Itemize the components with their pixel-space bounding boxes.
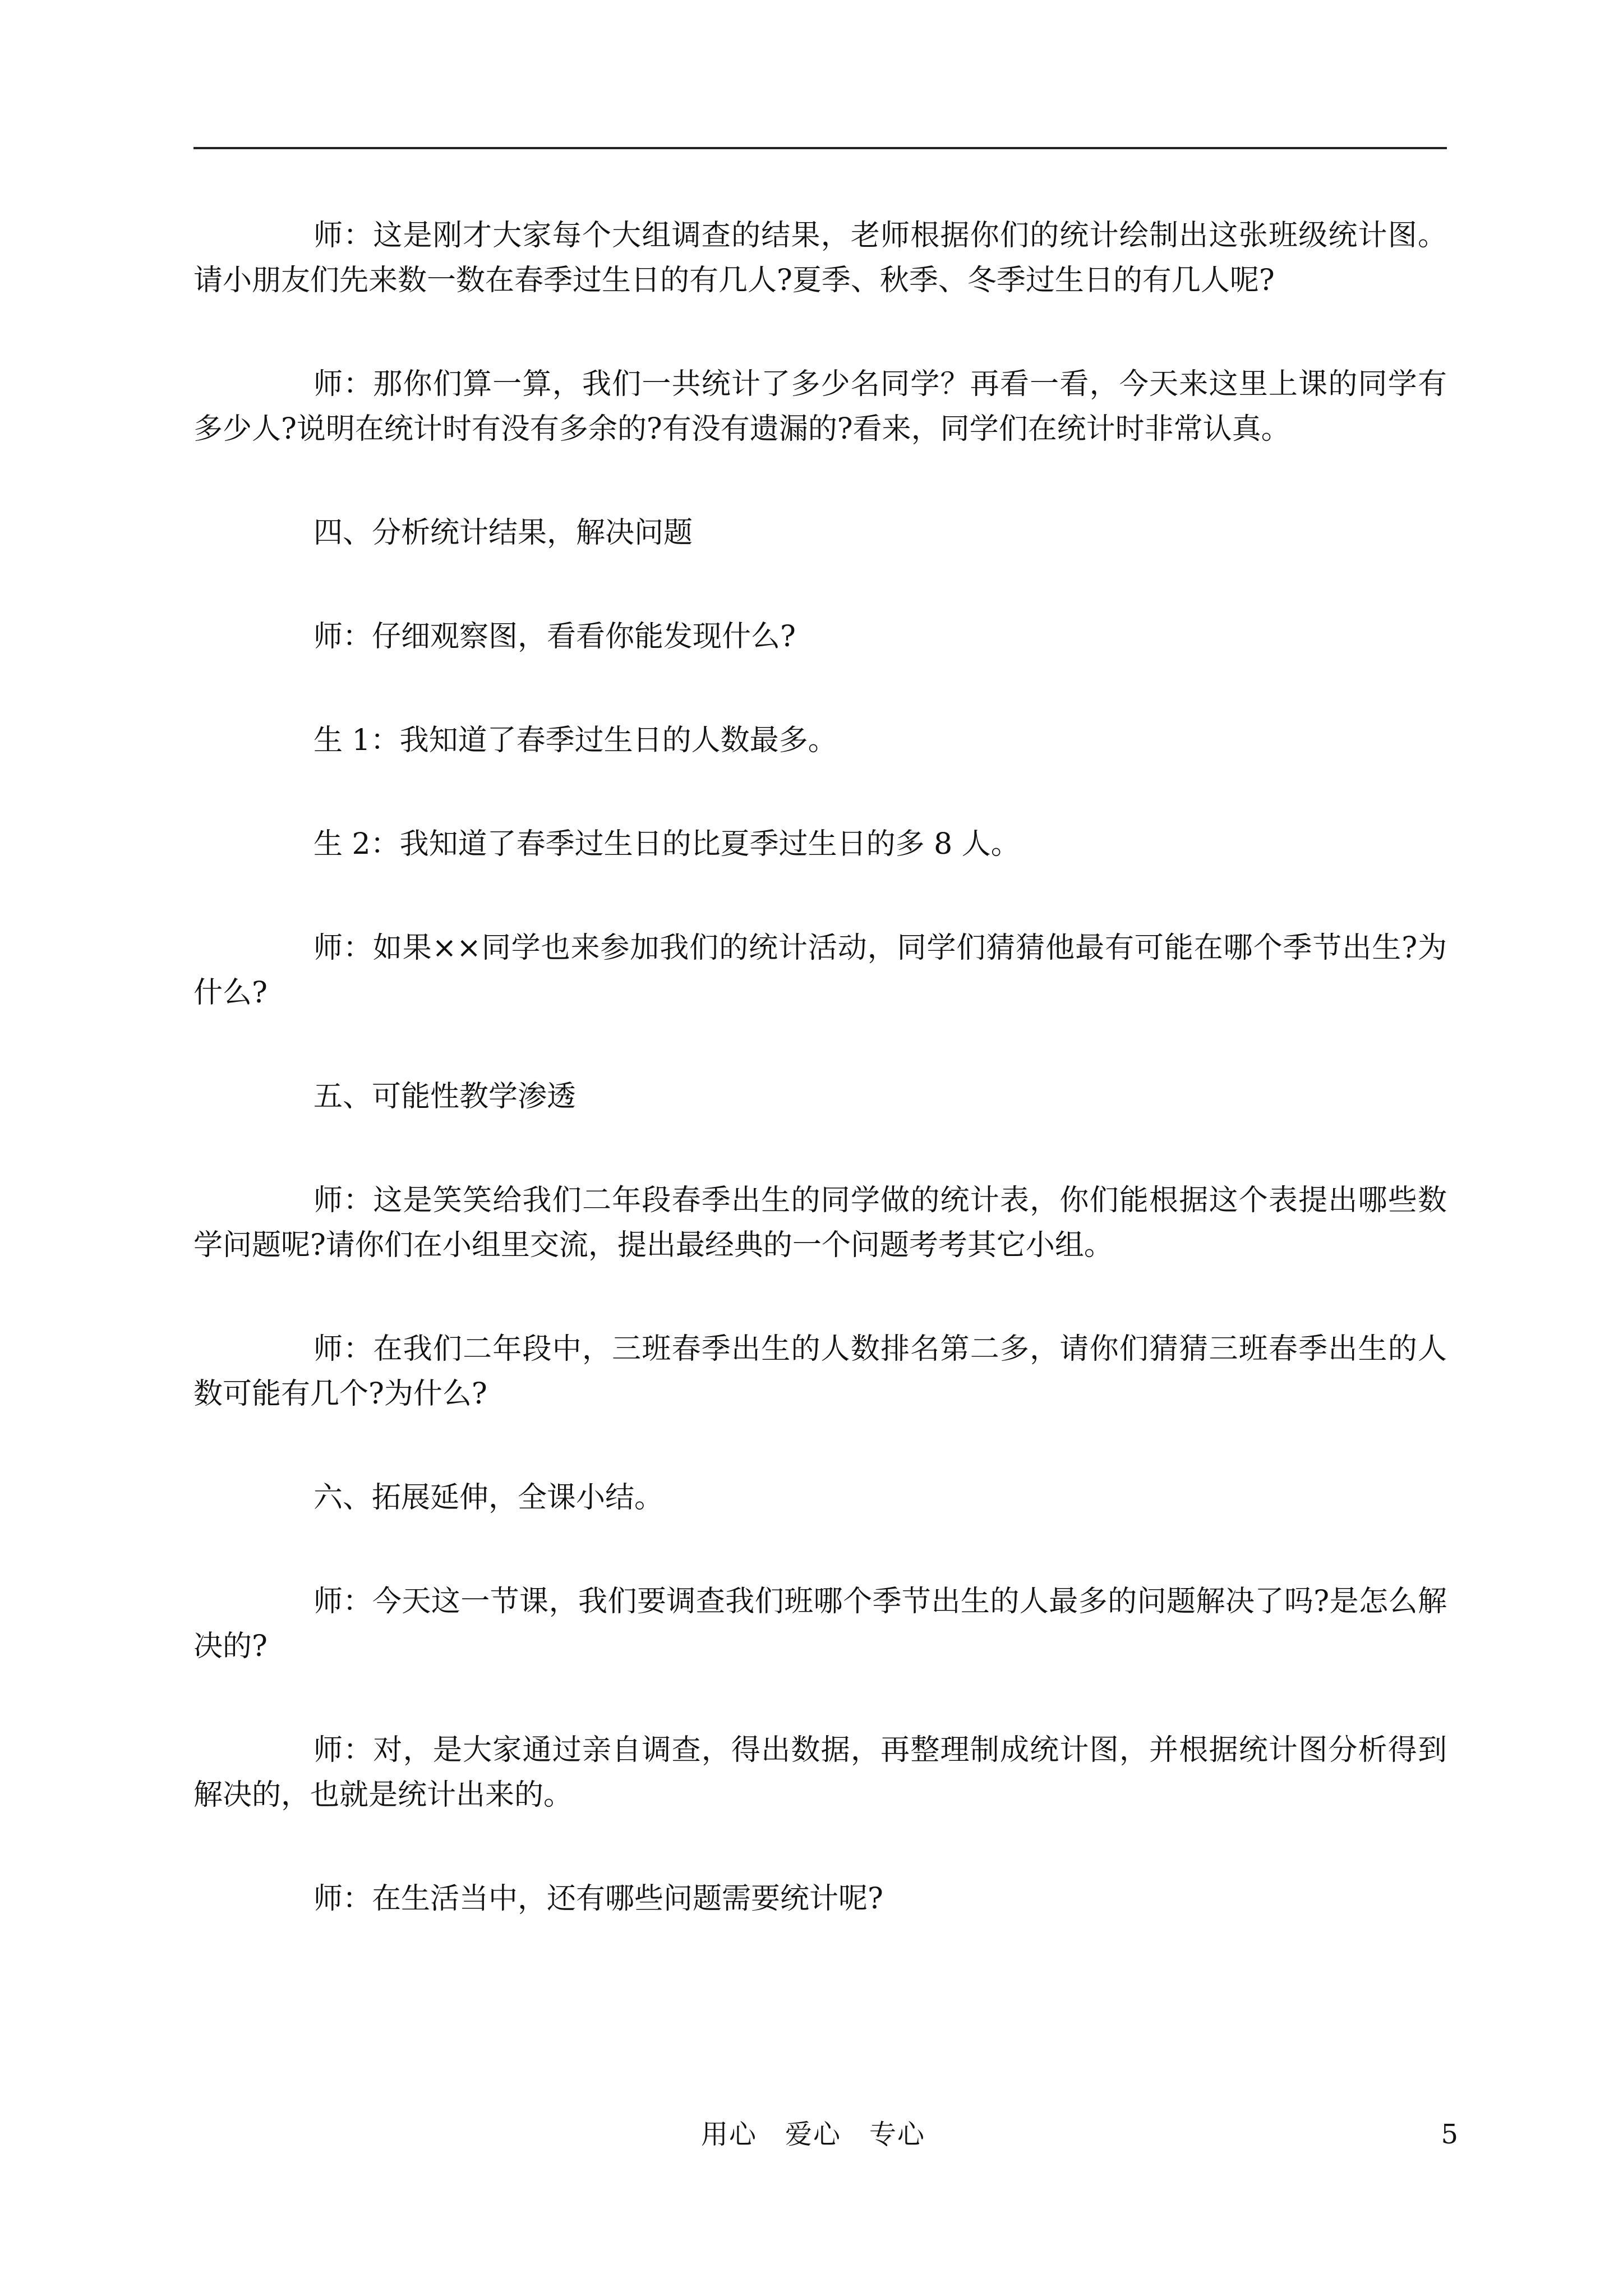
paragraph-6: 师：如果××同学也来参加我们的统计活动，同学们猜猜他最有可能在哪个季节出生?为什么? bbox=[193, 931, 1447, 1010]
paragraph-11: 师：在生活当中，还有哪些问题需要统计呢? bbox=[313, 1882, 883, 1916]
section-heading-4: 四、分析统计结果，解决问题 bbox=[313, 516, 693, 550]
header-rule bbox=[193, 147, 1447, 149]
paragraph-5: 生 2：我知道了春季过生日的比夏季过生日的多 8 人。 bbox=[313, 827, 1020, 861]
document-body bbox=[193, 213, 1447, 1980]
paragraph-4: 生 1：我知道了春季过生日的人数最多。 bbox=[313, 724, 837, 757]
section-heading-5: 五、可能性教学渗透 bbox=[313, 1080, 577, 1114]
paragraph-1: 师：这是刚才大家每个大组调查的结果，老师根据你们的统计绘制出这张班级统计图。请小朋友们先来数一数在春季过生日的有几人?夏季、秋季、冬季过生日的有几人呢? bbox=[193, 219, 1447, 297]
footer-motto: 用心 爱心 专心 bbox=[700, 2119, 925, 2150]
paragraph-7: 师：这是笑笑给我们二年段春季出生的同学做的统计表，你们能根据这个表提出哪些数学问题呢?请你们在小组里交流，提出最经典的一个问题考考其它小组。 bbox=[193, 1184, 1447, 1262]
paragraph-2: 师：那你们算一算，我们一共统计了多少名同学？再看一看，今天来这里上课的同学有多少人?说明在统计时有没有多余的?有没有遗漏的?看来，同学们在统计时非常认真。 bbox=[193, 367, 1447, 446]
paragraph-3: 师：仔细观察图，看看你能发现什么? bbox=[313, 620, 796, 654]
page-footer bbox=[0, 2112, 1623, 2157]
section-heading-6: 六、拓展延伸，全课小结。 bbox=[313, 1481, 664, 1515]
paragraph-8: 师：在我们二年段中，三班春季出生的人数排名第二多，请你们猜猜三班春季出生的人数可能有几个?为什么? bbox=[193, 1332, 1447, 1411]
paragraph-10: 师：对，是大家通过亲自调查，得出数据，再整理制成统计图，并根据统计图分析得到解决的，也就是统计出来的。 bbox=[193, 1733, 1447, 1812]
page-number: 5 bbox=[1441, 2119, 1458, 2150]
paragraph-9: 师：今天这一节课，我们要调查我们班哪个季节出生的人最多的问题解决了吗?是怎么解决的? bbox=[193, 1585, 1447, 1663]
